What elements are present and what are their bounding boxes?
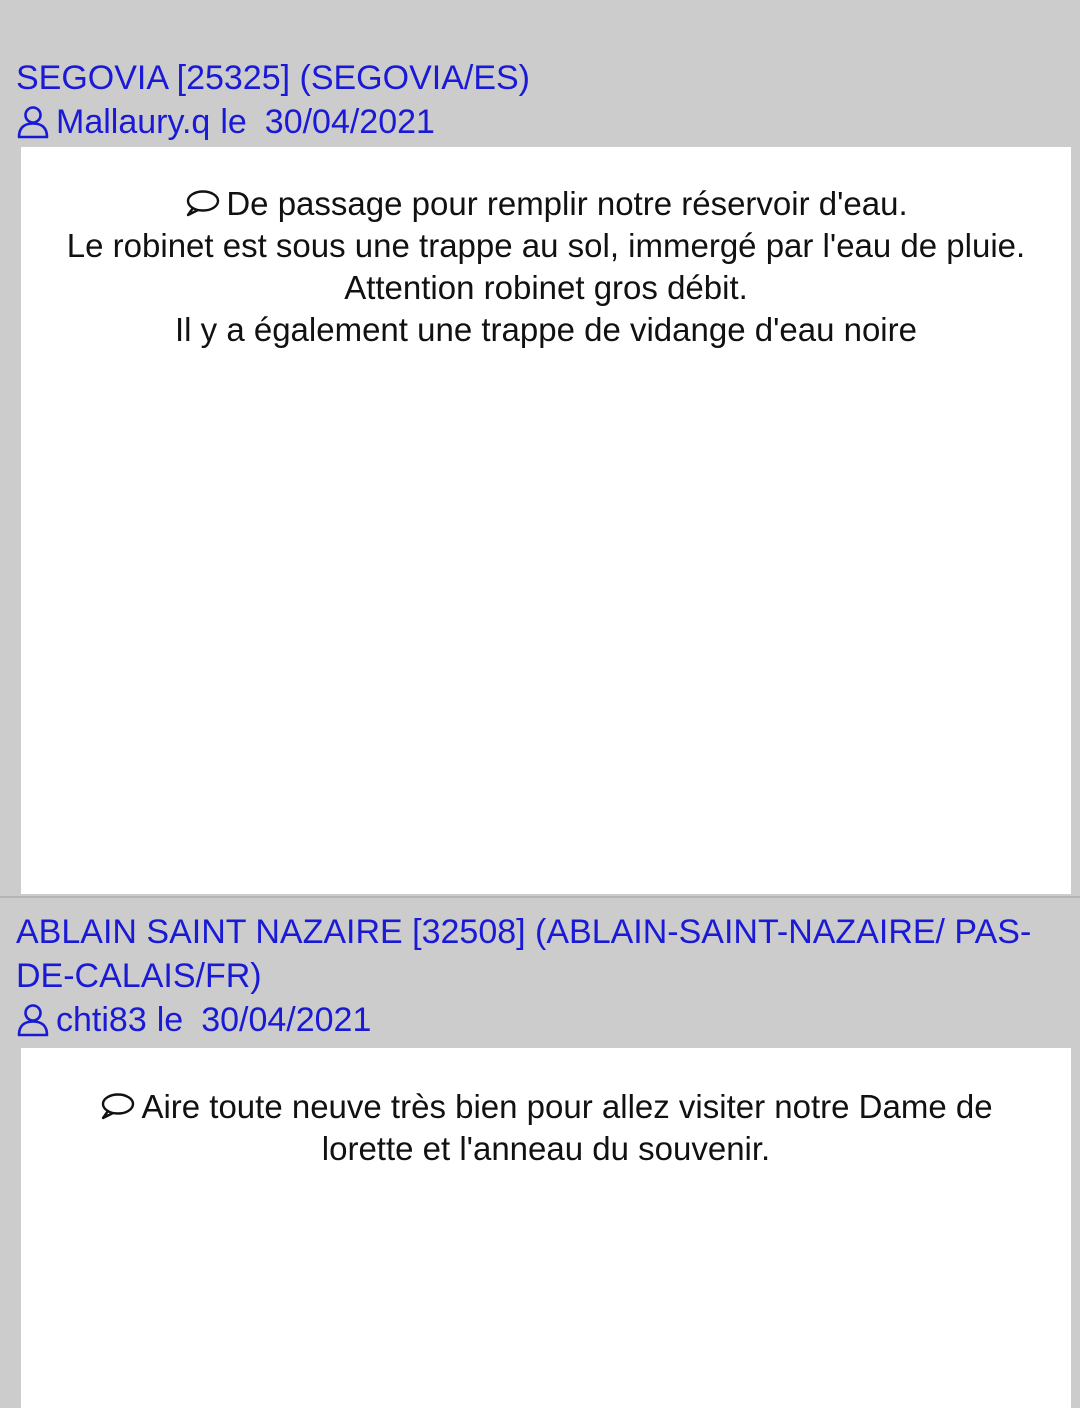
author-link[interactable]: Mallaury.q xyxy=(56,103,211,141)
comment-line: Le robinet est sous une trappe au sol, immergé par l'eau de pluie. xyxy=(66,227,1026,264)
place-title-link[interactable]: SEGOVIA [25325] (SEGOVIA/ES) xyxy=(16,59,531,97)
author-line xyxy=(16,998,1064,1042)
author-link[interactable]: chti83 xyxy=(56,1001,147,1039)
author-line xyxy=(16,100,1064,144)
date-label: le xyxy=(220,103,247,141)
date-label: le xyxy=(156,1001,184,1039)
comment-line-text: De passage pour remplir notre réservoir d'eau. xyxy=(226,185,908,222)
comment-card xyxy=(21,147,1071,894)
review-date: 30/04/2021 xyxy=(201,1001,372,1039)
comment-text xyxy=(61,183,1031,351)
speech-bubble-icon xyxy=(184,189,220,217)
review-entry xyxy=(0,896,1080,1404)
speech-bubble-icon xyxy=(99,1092,135,1120)
comment-text xyxy=(61,1086,1031,1170)
comment-line-text: Aire toute neuve très bien pour allez visiter notre Dame de lorette et l'anneau du souvenir. xyxy=(141,1088,993,1167)
user-icon xyxy=(16,105,50,139)
comment-line xyxy=(61,1086,1031,1170)
comment-line: Attention robinet gros débit. xyxy=(344,269,748,306)
place-title-link[interactable]: ABLAIN SAINT NAZAIRE [32508] (ABLAIN-SAINT-NAZAIRE/ PAS-DE-CALAIS/FR) xyxy=(16,913,1032,995)
entry-header xyxy=(16,56,1064,144)
user-icon xyxy=(16,1003,50,1037)
entry-header xyxy=(16,910,1064,1042)
comment-card xyxy=(21,1048,1071,1408)
comment-line: Il y a également une trappe de vidange d'eau noire xyxy=(174,311,917,348)
comment-line xyxy=(61,183,1031,225)
review-date: 30/04/2021 xyxy=(264,103,435,141)
